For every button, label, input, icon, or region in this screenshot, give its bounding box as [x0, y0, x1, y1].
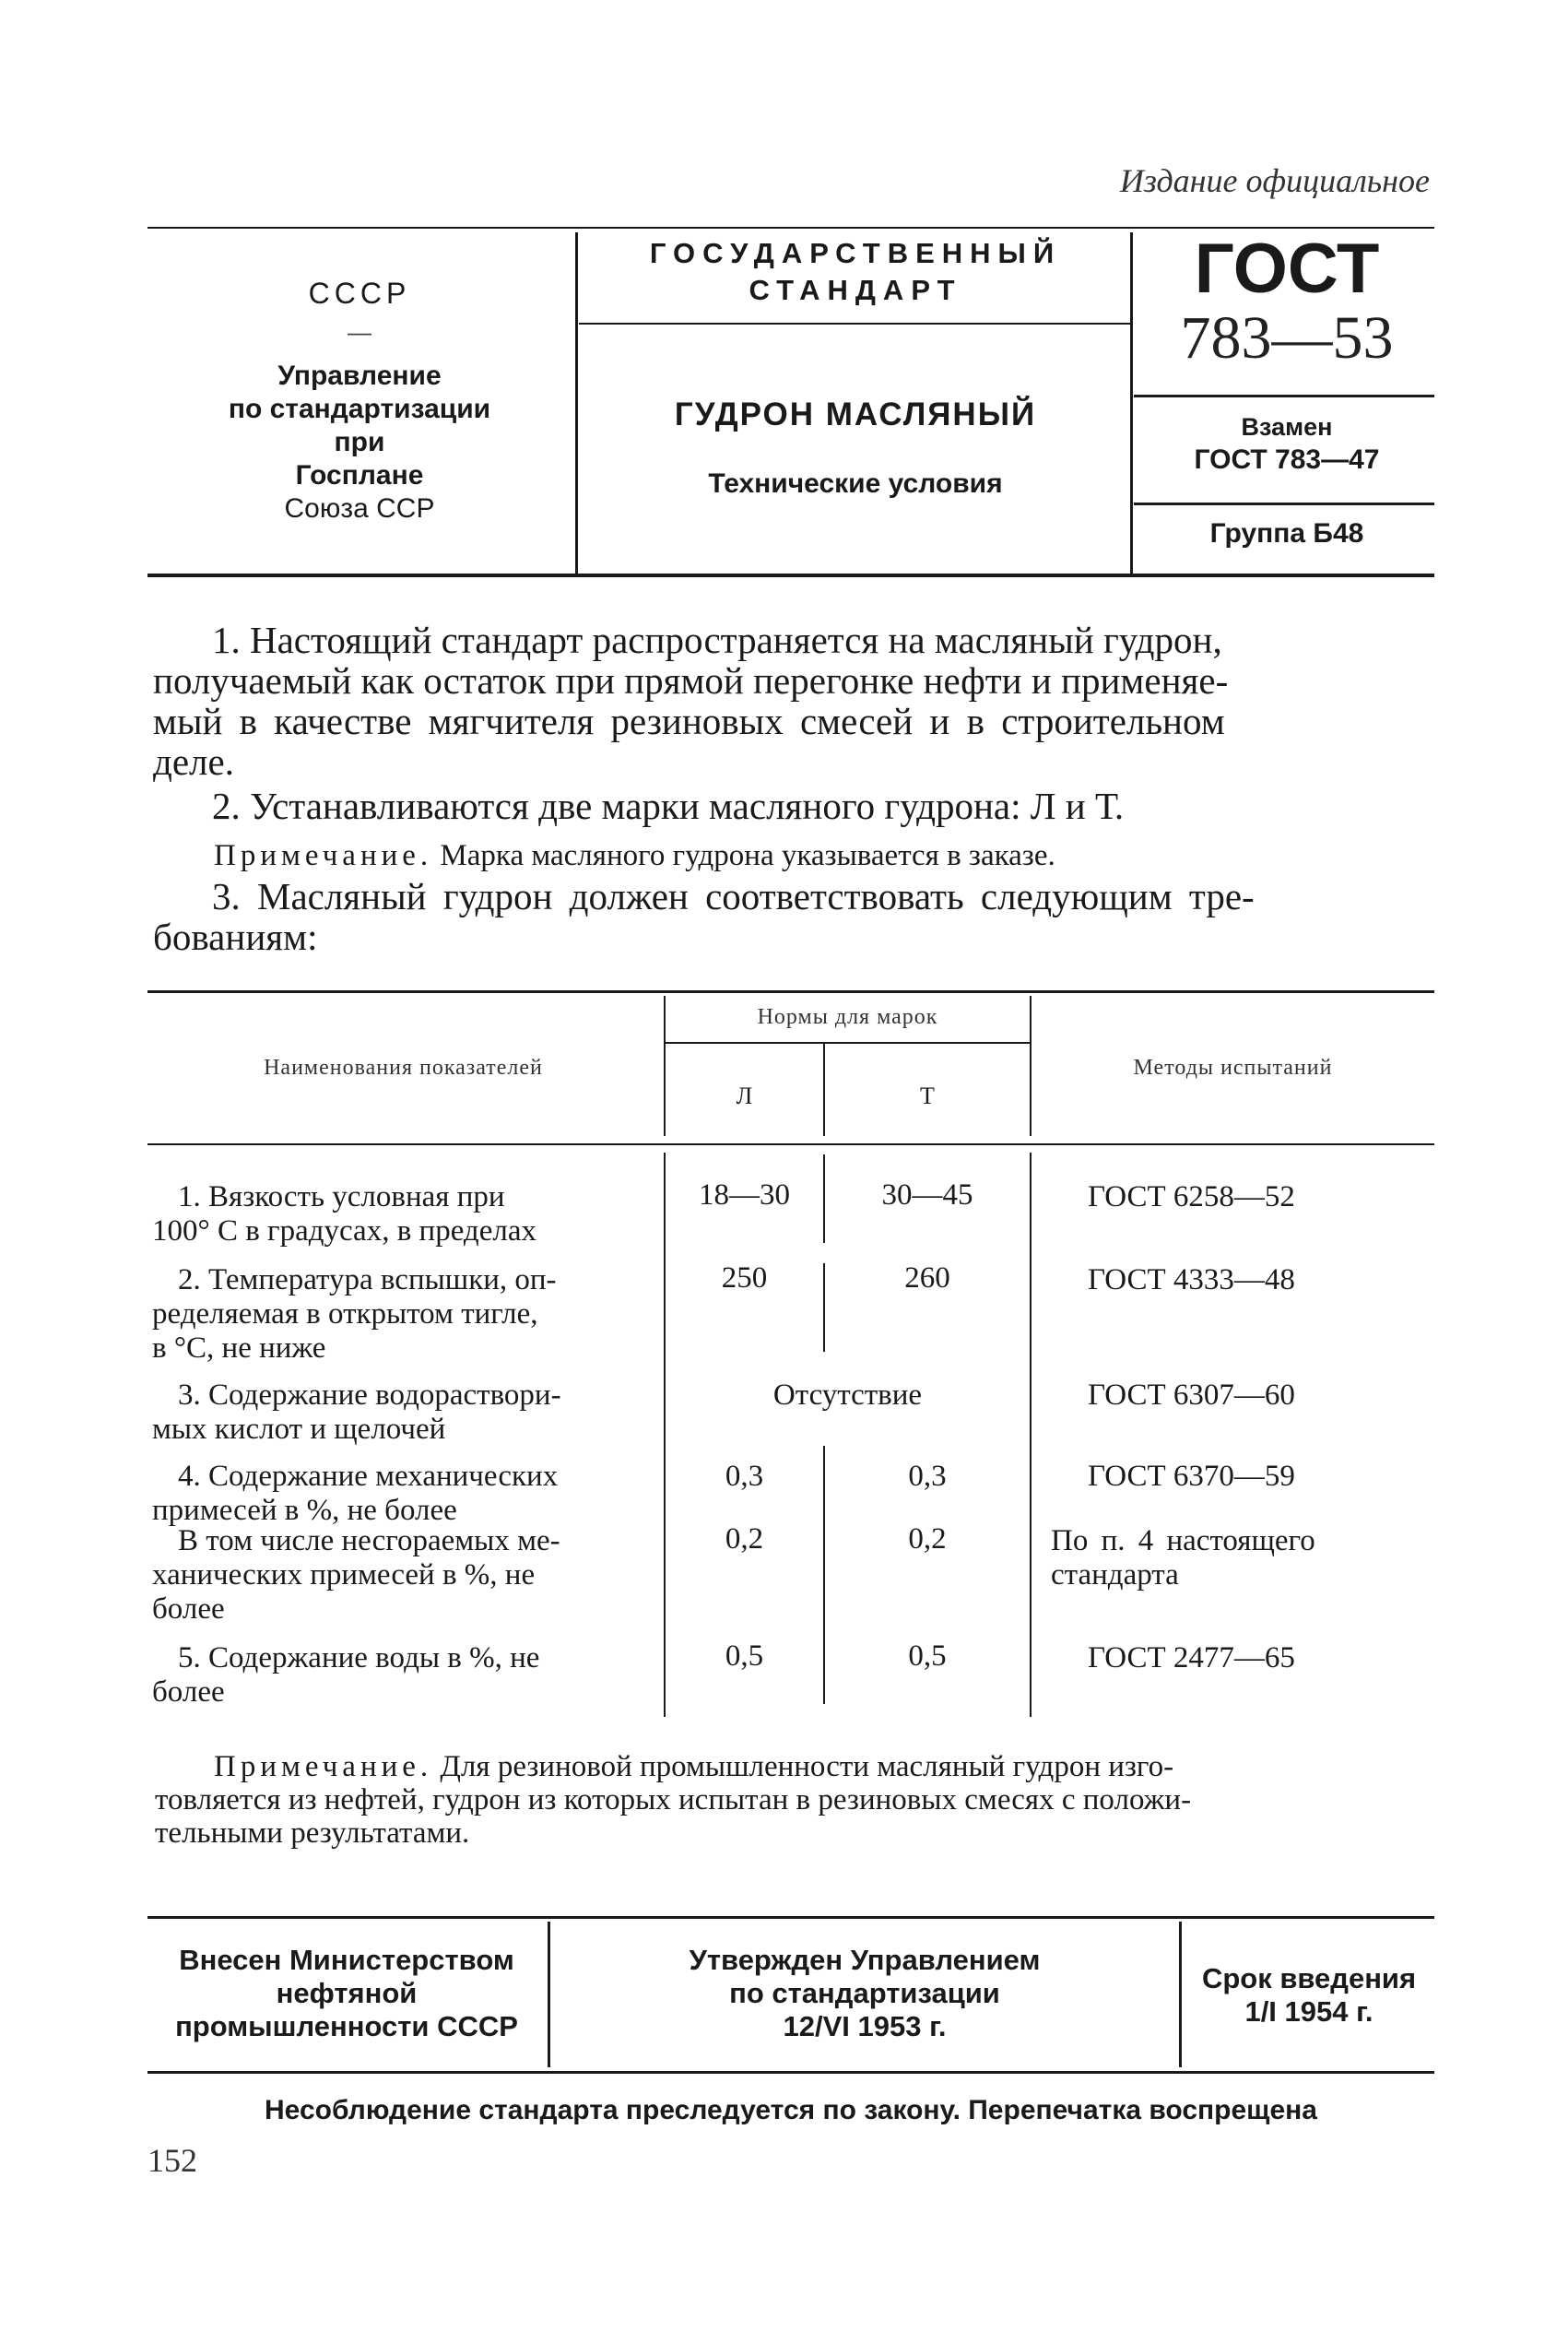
row-name-line: 2. Температура вспышки, оп- [178, 1263, 557, 1296]
table-row-name [152, 1460, 650, 1528]
note-1-text: Марка масляного гудрона указывается в заказе. [440, 839, 1055, 872]
col-header-norms: Нормы для марок [757, 1005, 938, 1029]
col-header-grade-l: Л [736, 1083, 753, 1109]
authority-line: Управление [277, 361, 442, 391]
header-right-rule-2 [1134, 503, 1434, 505]
row-name-line: мых кислот и щелочей [152, 1413, 446, 1446]
approved-line: 12/VI 1953 г. [783, 2010, 947, 2042]
footer-divider-left [548, 1922, 550, 2067]
header-mid-rule [579, 323, 1130, 325]
row-value-l: 0,5 [725, 1639, 764, 1673]
approved-line: по стандартизации [729, 1977, 1000, 2009]
table-row-name [152, 1180, 650, 1248]
clause-2: 2. Устанавливаются две марки масляного гудрона: Л и Т. [212, 785, 1125, 827]
footer-top-rule [147, 1916, 1434, 1919]
introduced-line: нефтяной [276, 1977, 418, 2009]
col-header-methods: Методы испытаний [1133, 1056, 1333, 1080]
note-2-label: Примечание. [214, 1750, 433, 1783]
clause-1 [153, 620, 1434, 782]
clause-3 [153, 876, 1434, 957]
row-name-line: 4. Содержание механических [178, 1460, 559, 1493]
edition-label: Издание официальное [1119, 162, 1430, 199]
row-value-t: 0,3 [908, 1460, 947, 1493]
row-name-line: 1. Вязкость условная при [178, 1180, 505, 1213]
row-value-l: 0,2 [725, 1522, 764, 1556]
row-name-line: ределяемая в открытом тигле, [152, 1297, 538, 1331]
row-method: ГОСТ 4333—48 [1088, 1263, 1295, 1296]
standard-type-line: ГОСУДАРСТВЕННЫЙ [649, 237, 1062, 269]
note-2-line-text: Для резиновой промышленности масляный гудрон изго- [440, 1750, 1174, 1783]
table-col-divider-1b [664, 1153, 666, 1717]
standard-type-line: СТАНДАРТ [749, 274, 962, 306]
authority-block [147, 360, 572, 526]
note-2-line: товляется из нефтей, гудрон из которых испытан в резиновых смесях с положи- [155, 1783, 1192, 1816]
clause-1-line: получаемый как остаток при прямой перегонке нефти и применяе- [153, 659, 1229, 702]
table-row-name [152, 1524, 650, 1627]
row-value-l: 250 [721, 1261, 768, 1295]
row-method [1051, 1524, 1431, 1592]
note-1-label: Примечание. [214, 839, 433, 872]
clause-1-line: мый в качестве мягчителя резиновых смесей и в строительном [153, 700, 1225, 742]
introduced-by [147, 1944, 546, 2043]
gost-label: ГОСТ [1194, 230, 1380, 308]
legal-notice: Несоблюдение стандарта преследуется по закону. Перепечатка воспрещена [265, 2095, 1317, 2125]
row-name-line: примесей в %, не более [152, 1494, 457, 1527]
footer-bottom-rule [147, 2071, 1434, 2074]
gost-number: 783—53 [1180, 304, 1394, 372]
replaces-label: Взамен [1241, 413, 1333, 441]
row-method: ГОСТ 6258—52 [1088, 1180, 1295, 1213]
replaces-value: ГОСТ 783—47 [1194, 444, 1380, 475]
authority-line: Союза ССР [284, 493, 435, 524]
note-2-line [155, 1750, 1434, 1783]
row-value-merged: Отсутствие [772, 1378, 923, 1412]
row-name-line: 5. Содержание воды в %, не [178, 1641, 540, 1674]
authority-line: по стандартизации [228, 394, 491, 424]
header-divider-left [575, 232, 578, 574]
row-value-l: 0,3 [725, 1460, 764, 1493]
row-name-line: ханических примесей в %, не [152, 1558, 536, 1591]
clause-3-line: бованиям: [153, 916, 318, 958]
country-label: СССР [308, 277, 411, 310]
table-row-name [152, 1263, 650, 1366]
approved-by [553, 1944, 1176, 2043]
authority-line: Госплане [295, 460, 424, 491]
row-name-line: в °С, не ниже [152, 1331, 326, 1365]
table-col-divider-3b [1030, 1153, 1032, 1717]
header-top-rule [147, 227, 1434, 229]
row-name-line: В том числе несгораемых ме- [178, 1524, 560, 1557]
col-header-name: Наименования показателей [264, 1056, 543, 1080]
row-value-t: 260 [904, 1261, 950, 1295]
page-number: 152 [147, 2142, 197, 2179]
clause-1-line: 1. Настоящий стандарт распространяется на масляный гудрон, [212, 619, 1222, 661]
row-value-l: 18—30 [699, 1178, 790, 1212]
table-top-rule [147, 990, 1434, 993]
group-label: Группа Б48 [1209, 518, 1364, 549]
authority-line: при [334, 427, 385, 457]
clause-3-line: 3. Масляный гудрон должен соответствовать следующим тре- [212, 875, 1255, 917]
country-dash: — [348, 318, 371, 346]
norms-subheader-rule [666, 1042, 1030, 1044]
row-name-line: 3. Содержание водораствори- [178, 1378, 561, 1412]
introduced-line: Внесен Министерством [179, 1944, 514, 1976]
introduced-line: промышленности СССР [175, 2010, 518, 2042]
row-value-t: 30—45 [881, 1178, 973, 1212]
note-1 [214, 839, 1431, 872]
product-subtitle: Технические условия [708, 468, 1003, 499]
row-name-line: 100° С в градусах, в пределах [152, 1214, 536, 1248]
clause-1-line: деле. [153, 740, 234, 783]
product-title: ГУДРОН МАСЛЯНЫЙ [674, 396, 1037, 432]
note-2-line: тельными результатами. [155, 1816, 470, 1850]
standard-type [579, 235, 1132, 309]
row-method-line: По п. 4 настоящего [1051, 1524, 1315, 1557]
approved-line: Утвержден Управлением [689, 1944, 1041, 1976]
effective-line: Срок введения [1201, 1962, 1417, 1994]
table-row-name [152, 1378, 650, 1447]
table-row-name [152, 1641, 650, 1710]
row-method-line: стандарта [1051, 1558, 1179, 1591]
row-value-t: 0,2 [908, 1522, 947, 1556]
row-method: ГОСТ 2477—65 [1088, 1641, 1295, 1674]
row-value-t: 0,5 [908, 1639, 947, 1673]
row-method: ГОСТ 6370—59 [1088, 1460, 1295, 1493]
row-name-line: более [152, 1592, 225, 1626]
table-header-rule [147, 1143, 1434, 1145]
header-right-rule-1 [1134, 395, 1434, 397]
row-method: ГОСТ 6307—60 [1088, 1378, 1295, 1412]
effective-line: 1/I 1954 г. [1244, 1995, 1373, 2028]
row-name-line: более [152, 1675, 225, 1709]
footer-divider-right [1179, 1922, 1182, 2067]
note-2 [155, 1750, 1434, 1850]
effective-date [1184, 1962, 1434, 2029]
col-header-grade-t: Т [920, 1083, 935, 1109]
header-bottom-rule [147, 574, 1434, 577]
